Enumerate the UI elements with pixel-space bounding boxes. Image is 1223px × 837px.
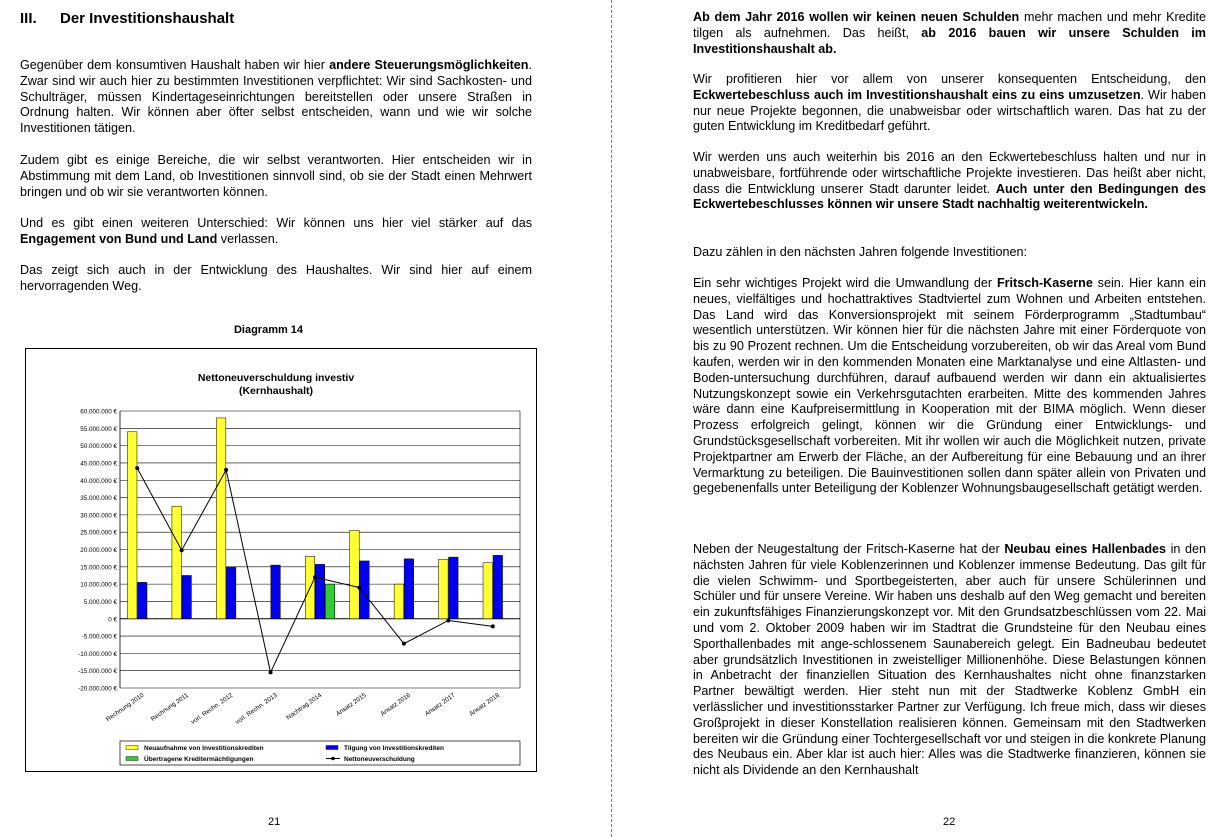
paragraph [693, 150, 1206, 213]
chart-title: Nettoneuverschuldung investiv [197, 372, 355, 384]
y-tick-label: 15.000.000 € [80, 564, 117, 572]
paragraph [20, 263, 532, 295]
x-tick-label: Ansatz 2015 [334, 691, 368, 718]
bold-text: Fritsch-Kaserne [996, 276, 1093, 290]
bar [404, 559, 414, 619]
legend-swatch [126, 757, 138, 761]
x-tick-label: Ansatz 2016 [379, 691, 413, 718]
legend-label: Übertragene Kreditermächtigungen [144, 756, 254, 763]
page-divider [611, 0, 612, 837]
bar [216, 418, 226, 619]
bar [226, 567, 236, 619]
chart-subtitle: (Kernhaushalt) [238, 385, 314, 397]
x-tick-label: Nachtrag 2014 [285, 691, 324, 722]
paragraph [20, 153, 532, 200]
bold-text: Neubau eines Hallenbades [1004, 542, 1167, 556]
x-tick-label: vorl. Rechn. 2013 [234, 691, 279, 726]
bold-text: ab 2016 bauen wir unsere Schulden im Investitionshaushalt ab. [693, 25, 1206, 56]
text-run: . Wir haben nur neue Projekte begonnen, die unabweisbar oder wirtschaftlich waren. Das hat zu der guten Entwicklung im Kreditbedarf geführt. [693, 87, 1206, 134]
bar [182, 575, 192, 618]
bar [172, 506, 182, 619]
legend-label: Tilgung von Investitionskrediten [344, 745, 444, 752]
y-tick-label: 25.000.000 € [80, 529, 117, 537]
bar [137, 582, 147, 618]
net-debt-point [357, 586, 361, 590]
paragraph [693, 10, 1206, 57]
text-run: Und es gibt einen weiteren Unterschied: Wir können uns hier viel stärker auf das [20, 216, 532, 230]
bold-text: Auch unter den Bedingungen des Eckwertebeschlusses können wir unsere Stadt nachhaltig weiterentwickeln. [693, 181, 1206, 212]
y-tick-label: 40.000.000 € [80, 477, 117, 485]
y-tick-label: 35.000.000 € [80, 495, 117, 503]
chart [26, 349, 536, 771]
y-tick-label: 20.000.000 € [80, 547, 117, 554]
bold-text: Eckwertebeschluss auch im Investitionshaushalt eins zu eins umzusetzen [693, 87, 1141, 102]
y-tick-label: 55.000.000 € [80, 425, 117, 433]
net-debt-point [313, 575, 317, 579]
y-tick-label: 5.000.000 € [83, 598, 117, 606]
x-tick-label: Rechnung 2011 [149, 691, 190, 723]
bar [350, 530, 360, 618]
text-run: Dazu zählen in den nächsten Jahren folgende Investitionen: [693, 245, 1027, 259]
legend-line-marker [331, 757, 335, 761]
x-tick-label: vorl. Rechn. 2012 [189, 691, 235, 726]
paragraph [693, 276, 1206, 497]
y-tick-label: 0 € [108, 616, 117, 624]
y-tick-label: 50.000.000 € [80, 443, 117, 451]
bar [483, 563, 493, 619]
page-number: 21 [268, 816, 281, 828]
text-run: Ein sehr wichtiges Projekt wird die Umwandlung der [693, 276, 997, 290]
legend-swatch [126, 746, 138, 750]
y-tick-label: 10.000.000 € [80, 581, 117, 589]
bar [271, 565, 281, 619]
page-number: 22 [943, 816, 956, 828]
net-debt-point [446, 618, 450, 622]
text-run: in den nächsten Jahren für viele Koblenzerinnen und Koblenzer immense Bedeutung. Das gilt für die vielen Schwimm- und Sportbegeisterten, aber auch für unsere Schülerinnen und Schüler und für unsere Vereine. Wir haben uns deshalb auf den Weg gemacht und bereiten ein zukunftsfähiges Finanzierungskonzept vor. Mit den Grundsatzbeschlüssen vom 22. Mai und vom 2. Oktober 2009 haben wir im Stadtrat die Grundsteine für den Neubau eines Sporthallenbades mit ange-schlossenem Saunabereich gelegt. Ein Badneubau bedeutet aber grundsätzlich Investitionen in zweistelliger Millionenhöhe. Diese Belastungen können in Anbetracht der finanziellen Situation des Kernhaushaltes nicht ohne finanzstarken Partner bewältigt werden. Hier steht nun mit der Stadtwerke Koblenz GmbH ein verlässlicher und investitionsstarker Partner zur Verfügung. Ich freue mich, dass wir dieses Großprojekt in dieser Konstellation realisieren können. Gemeinsam mit den Stadtwerken bereiten wir die Gründung einer Tochtergesellschaft vor und steigen in die konkrete Planung des Neubaus ein. Aber klar ist auch hier: Alles was die Stadtwerke finanzieren, können sie nicht als Dividende an den Kernhaushalt [693, 542, 1207, 778]
y-tick-label: -20.000.000 € [78, 685, 117, 693]
paragraph [20, 216, 532, 248]
bar [315, 564, 325, 618]
text-run: verlassen. [217, 231, 279, 246]
paragraph [693, 245, 1206, 261]
bold-text: andere Steuerungsmöglichkeiten [329, 58, 529, 72]
text-run: Das zeigt sich auch in der Entwicklung des Haushaltes. Wir sind hier auf einem hervorragenden Weg. [20, 263, 532, 293]
x-tick-label: Rechnung 2010 [104, 691, 146, 724]
y-tick-label: -10.000.000 € [78, 650, 117, 658]
y-tick-label: 60.000.000 € [80, 408, 117, 416]
bold-text: Ab dem Jahr 2016 wollen wir keinen neuen Schulden [693, 10, 1020, 24]
section-number: III. [20, 10, 37, 27]
bar [493, 555, 503, 618]
legend-label: Nettoneuverschuldung [344, 756, 415, 763]
net-debt-point [491, 624, 495, 628]
y-tick-label: 30.000.000 € [80, 512, 117, 520]
y-tick-label: 45.000.000 € [80, 460, 117, 468]
net-debt-point [135, 466, 139, 470]
net-debt-point [180, 548, 184, 552]
text-run: Neben der Neugestaltung der Fritsch-Kaserne hat der [693, 542, 1005, 556]
section-title: Der Investitionshaushalt [60, 10, 235, 27]
text-run: Wir profitieren hier vor allem von unserer konsequenten Entscheidung, den [693, 72, 1206, 86]
x-tick-label: Ansatz 2018 [468, 691, 501, 718]
net-debt-point [224, 468, 228, 472]
text-run: . Zwar sind wir auch hier zu bestimmten Investitionen verpflichtet: Wir sind Sachkosten- und Schulträger, müssen Kindertageseinrichtungen bereitstellen oder unsere Straßen in Ordnung halten. Wir können aber öfter selbst entscheiden, wann und wie wir solche Investitionen tätigen. [20, 58, 532, 136]
text-run: Gegenüber dem konsumtiven Haushalt haben wir hier [20, 58, 330, 72]
legend-swatch [326, 746, 338, 750]
bar [439, 559, 449, 619]
net-debt-point [402, 642, 406, 646]
text-run: Zudem gibt es einige Bereiche, die wir selbst verantworten. Hier entscheiden wir in Abstimmung mit dem Land, ob Investitionen sinnvoll sind, ob sie der Stadt einen Mehrwert bringen und ob wir sie verantworten können. [20, 153, 532, 199]
bar [394, 584, 404, 619]
paragraph [693, 72, 1206, 135]
bar [325, 584, 335, 619]
text-run: Wir werden uns auch weiterhin bis 2016 an den Eckwertebeschluss halten und nur in unabweisbare, fortführende oder wirtschaftliche Projekte investieren. Das heißt aber nicht, dass die Entwicklung unserer Stadt darunter leidet. [693, 150, 1206, 196]
figure-label: Diagramm 14 [233, 324, 304, 336]
y-tick-label: -15.000.000 € [78, 668, 117, 676]
chart-frame [25, 348, 537, 772]
text-run: sein. Hier kann ein neues, vielfältiges und hochattraktives Stadtviertel zum Wohnen und Arbeiten entstehen. Das Land wird das Konversionsprojekt mit seinem Förderprogramm „Stadtumbau“ wesentlich unterstützen. Wir können hier für die nächsten Jahre mit einer Förderquote von bis zu 90 Prozent rechnen. Um die Entscheidung vorzubereiten, ob wir das Areal vom Bund kaufen, werden wir in den kommenden Monaten eine Marktanalyse und eine Altlasten- und Boden-untersuchung durchführen, darauf aufbauend werden wir dann ein aktualisiertes Nutzungskonzept sowie ein Verkehrsgutachten erarbeiten. Mitte des kommenden Jahres wäre dann eine Kaufpreisermittlung in Kooperation mit der BIMA möglich. Wenn dieser Prozess erfolgreich gelingt, können wir die Gründung einer Entwicklungs- und Grundstücksgesellschaft vorbereiten. Mit ihr wollen wir auch die Möglichkeit nutzen, private Projektpartner am Erwerb der Fläche, an der Aufbereitung für eine Bebauung und an ihrer Vermarktung zu beteiligen. Die Bauinvestitionen sollen dann später allein von Privaten und gegebenenfalls unter Beteiligung der Koblenzer Wohnungsbaugesellschaft getätigt werden. [693, 276, 1206, 496]
bold-text: Engagement von Bund und Land [20, 231, 218, 246]
x-tick-label: Ansatz 2017 [423, 691, 457, 718]
paragraph [20, 58, 532, 137]
bar [449, 557, 459, 619]
right-page [613, 0, 1223, 837]
section-heading [20, 10, 234, 27]
text-run: mehr machen und mehr Kredite tilgen als aufnehmen. Das heißt, [693, 10, 1206, 40]
y-tick-label: -5.000.000 € [81, 633, 117, 641]
paragraph [693, 542, 1206, 779]
bar [127, 432, 137, 619]
legend-label: Neuaufnahme von Investitionskrediten [144, 745, 264, 752]
left-page [0, 0, 611, 837]
net-debt-point [269, 670, 273, 674]
